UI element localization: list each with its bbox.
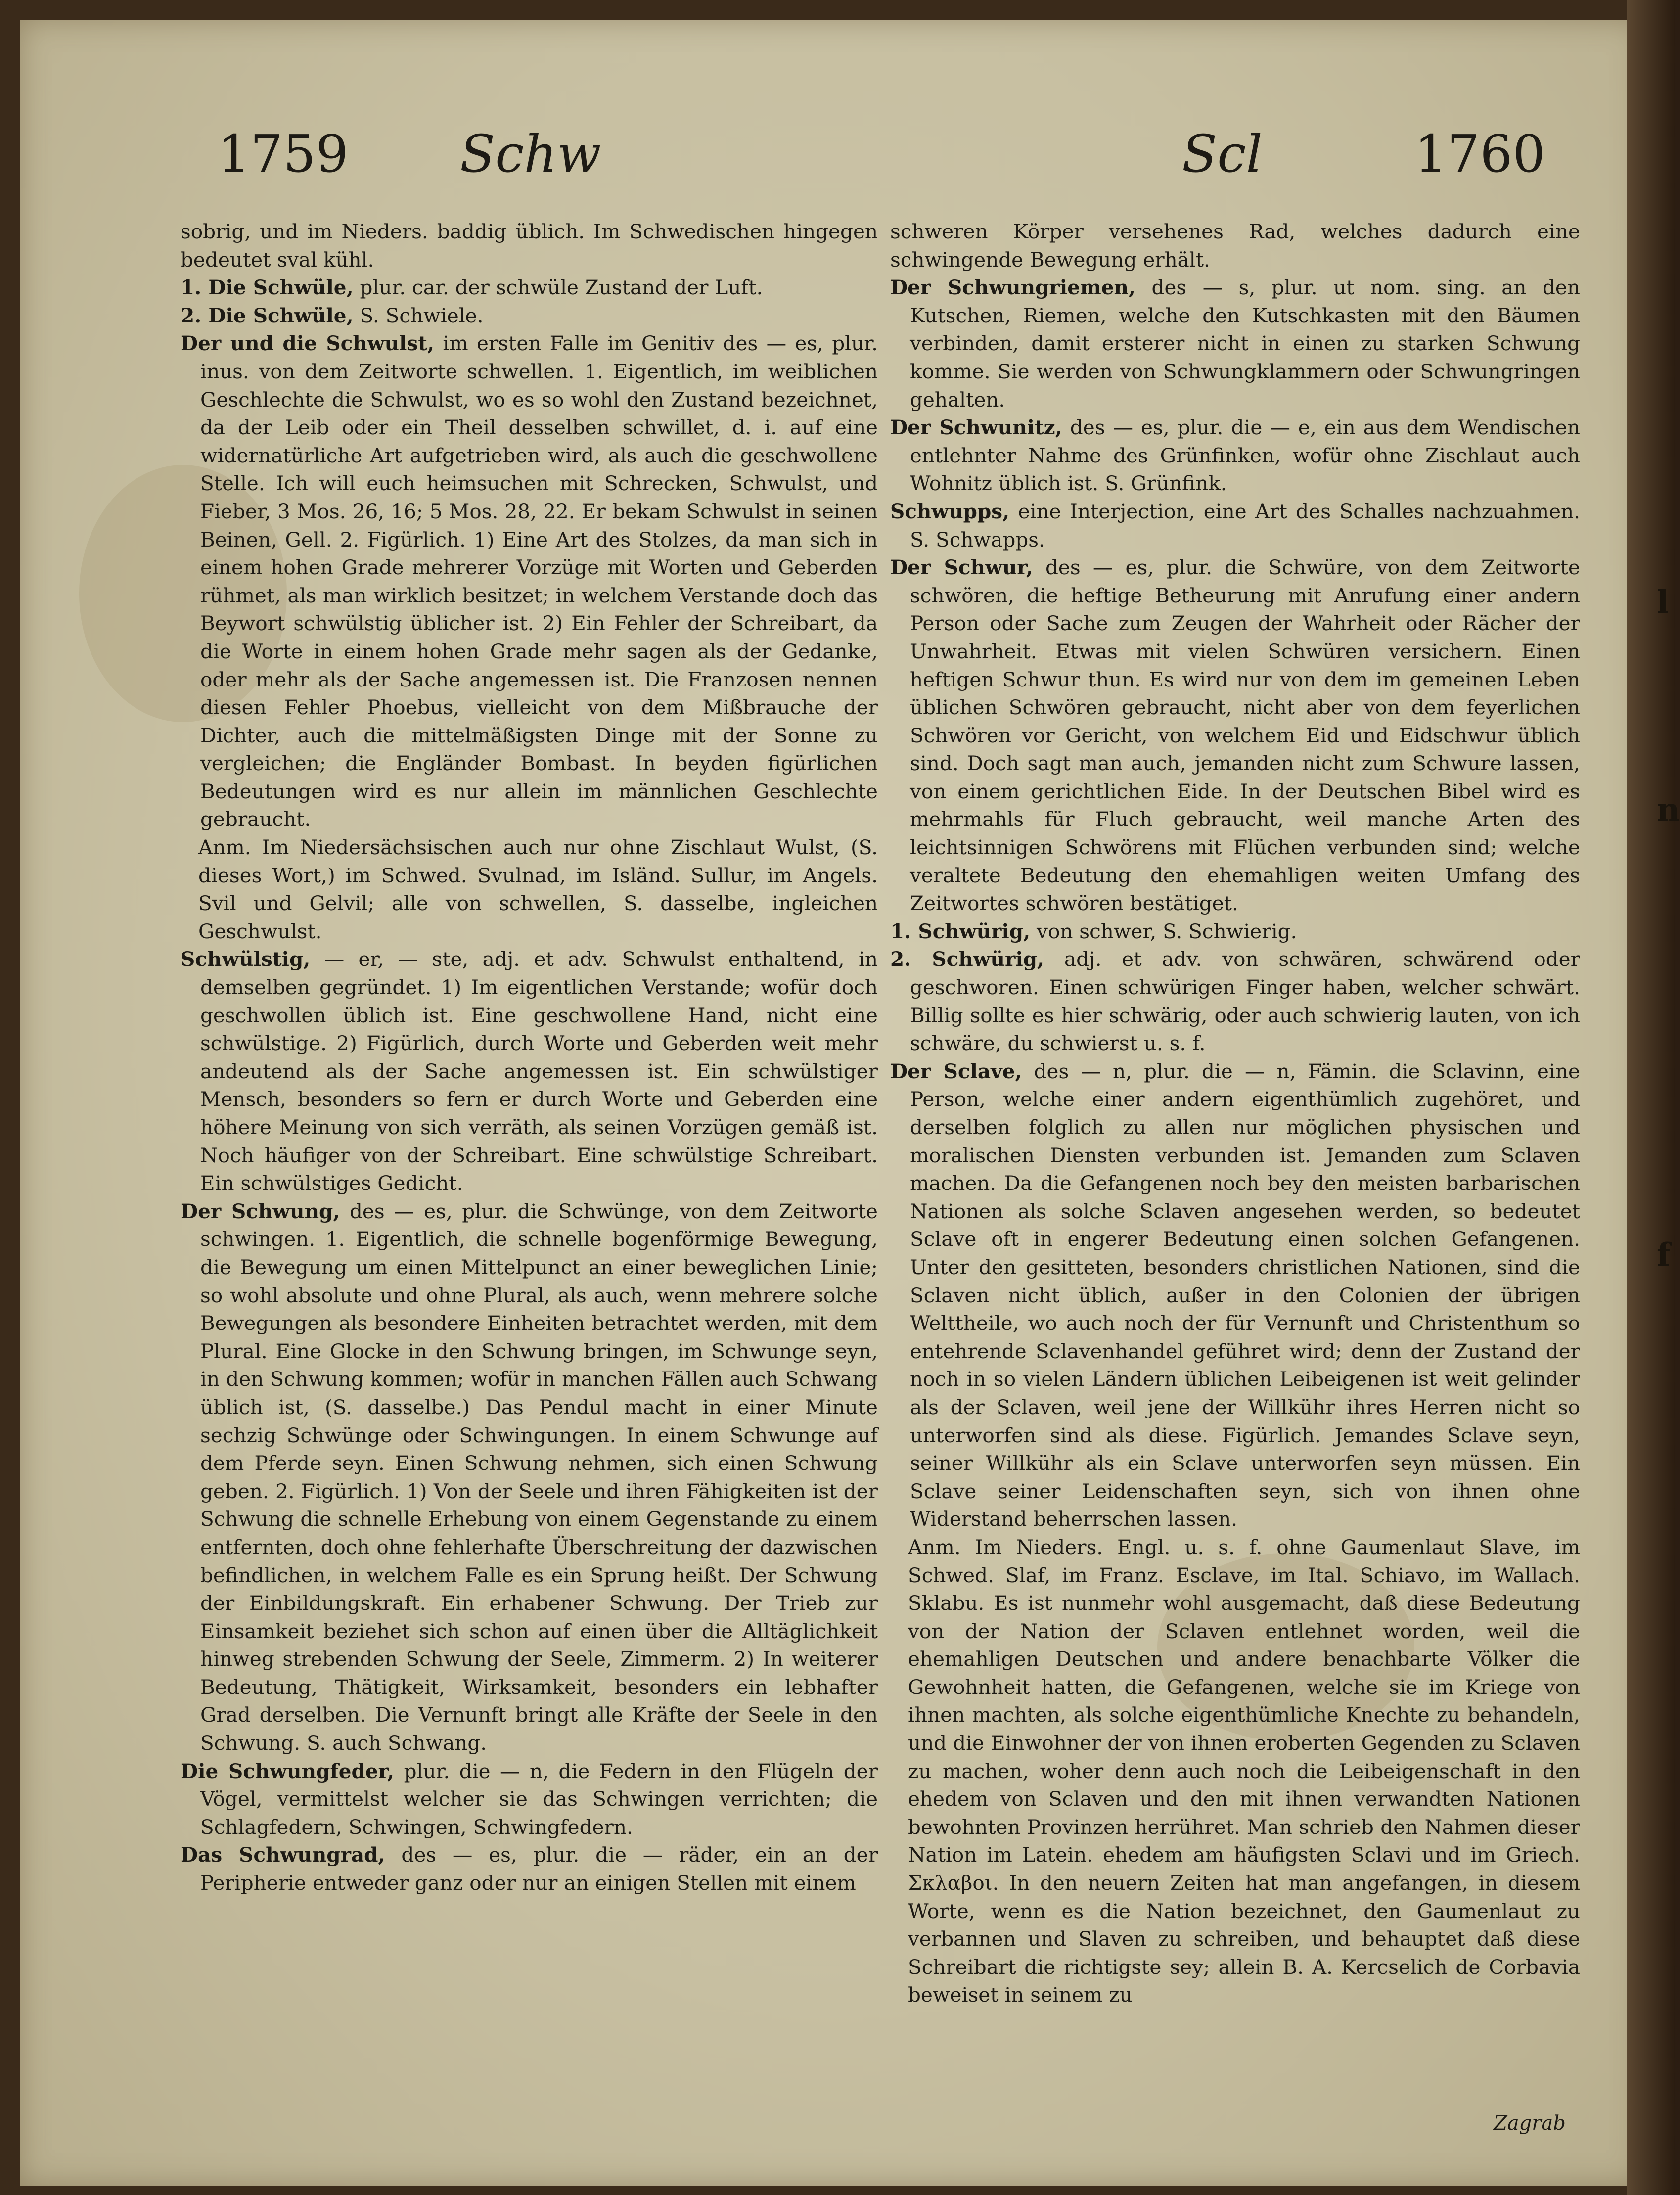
facing-page-letter: f bbox=[1657, 1236, 1671, 1274]
catchword: Zagrab bbox=[1494, 2112, 1566, 2135]
entry-headword: Der Sclave, bbox=[890, 1059, 1022, 1083]
entry-text: S. Schwiele. bbox=[353, 303, 484, 327]
entry-text: plur. die — n, die Federn in den Flügeln der Vögel, vermittelst welcher sie das Schwingen verrichten; die Schlagfedern, Schwingen, Schwingfedern. bbox=[200, 1759, 878, 1839]
dictionary-entry bbox=[181, 1757, 878, 1841]
facing-page-letter: n bbox=[1657, 791, 1680, 828]
entry-headword: Das Schwungrad, bbox=[181, 1843, 385, 1867]
entry-text: plur. car. der schwüle Zustand der Luft. bbox=[353, 275, 763, 300]
entry-text: im ersten Falle im Genitiv des — es, plur. inus. von dem Zeitworte schwellen. 1. Eigentlich, im weiblichen Geschlechte die Schwulst, wo es so wohl den Zustand bezeichnet, da der Leib oder ein Theil desselben schwillet, d. i. auf eine widernatürliche Art aufgetrieben wird, als auch die geschwollene Stelle. Ich will euch heimsuchen mit Schrecken, Schwulst, und Fieber, 3 Mos. 26, 16; 5 Mos. 28, 22. Er bekam Schwulst in seinen Beinen, Gell. 2. Figürlich. 1) Eine Art des Stolzes, da man sich in einem hohen Grade mehrerer Vorzüge mit Worten und Geberden rühmet, als man wirklich besitzet; in welchem Verstande doch das Beywort schwülstig üblicher ist. 2) Ein Fehler der Schreibart, da die Worte in einem hohen Grade mehr sagen als der Gedanke, oder mehr als der Sache angemessen ist. Die Franzosen nennen diesen Fehler Phoebus, vielleicht von dem Mißbrauche der Dichter, auch die mittelmäßigsten Dinge mit der Sonne zu vergleichen; die Engländer Bombast. In beyden figürlichen Bedeutungen wird es nur allein im männlichen Geschlechte gebraucht. bbox=[200, 331, 878, 831]
entry-headword: Schwülstig, bbox=[181, 947, 311, 971]
entry-text: des — n, plur. die — n, Fämin. die Sclavinn, eine Person, welche einer andern eigenthümlich zugehöret, und derselben folglich zu allen nur möglichen physischen und moralischen Diensten verbunden ist. Jemanden zum Sclaven machen. Da die Gefangenen noch bey den meisten barbarischen Nationen als solche Sclaven angesehen werden, so bedeutet Sclave oft in engerer Bedeutung einen solchen Gefangenen. Unter den gesitteten, besonders christlichen Nationen, sind die Sclaven nicht üblich, außer in den Colonien der übrigen Welttheile, wo auch noch der für Vernunft und Christenthum so entehrende Sclavenhandel geführet wird; denn der Zustand der noch in so vielen Ländern üblichen Leibeigenen ist weit gelinder als der Sclaven, weil jene der Willkühr ihres Herren nicht so unterworfen sind als diese. Figürlich. Jemandes Sclave seyn, seiner Willkühr als ein Sclave unterworfen seyn müssen. Ein Sclave seiner Leidenschaften seyn, sich von ihnen ohne Widerstand beherrschen lassen. bbox=[910, 1059, 1581, 1531]
entry-headword: 2. Schwürig, bbox=[890, 947, 1044, 971]
dictionary-entry bbox=[181, 274, 878, 302]
dictionary-entry bbox=[890, 553, 1580, 917]
right-column bbox=[890, 218, 1580, 2009]
entry-headword: 1. Die Schwüle, bbox=[181, 275, 354, 300]
entry-headword: Der und die Schwulst, bbox=[181, 331, 435, 356]
entry-text: des — s, plur. ut nom. sing. an den Kutschen, Riemen, welche den Kutschkasten mit den Bäumen verbinden, damit ersterer nicht in einen zu starken Schwung komme. Sie werden von Schwungklammern oder Schwungringen gehalten. bbox=[910, 275, 1580, 412]
entry-headword: Der Schwungriemen, bbox=[890, 275, 1136, 300]
entry-text: eine Interjection, eine Art des Schalles nachzuahmen. S. Schwapps. bbox=[910, 499, 1580, 551]
entry-text: — er, — ste, adj. et adv. Schwulst enthaltend, in demselben gegründet. 1) Im eigentlichen Verstande; wofür doch geschwollen üblich ist. Eine geschwollene Hand, nicht eine schwülstige. 2) Figürlich, durch Worte und Geberden weit mehr andeutend als der Sache angemessen ist. Ein schwülstiger Mensch, besonders so fern er durch Worte und Geberden eine höhere Meinung von sich verräth, als seinen Vorzügen gemäß ist. Noch häufiger von der Schreibart. Eine schwülstige Schreibart. Ein schwülstiges Gedicht. bbox=[200, 947, 878, 1195]
dictionary-entry bbox=[181, 1841, 878, 1897]
entry-headword: Die Schwungfeder, bbox=[181, 1759, 395, 1783]
running-head-right: Scl bbox=[1182, 124, 1263, 184]
dictionary-entry bbox=[181, 945, 878, 1197]
entry-headword: Der Schwunitz, bbox=[890, 415, 1062, 440]
dictionary-entry bbox=[890, 413, 1580, 498]
entry-text: adj. et adv. von schwären, schwärend oder geschworen. Einen schwürigen Finger haben, welcher schwärt. Billig sollte es hier schwärig, oder auch schwierig lauten, von ich schwäre, du schwierst u. s. f. bbox=[910, 947, 1580, 1055]
dictionary-entry bbox=[181, 329, 878, 833]
continuation-text: sobrig, und im Nieders. baddig üblich. Im Schwedischen hingegen bedeutet sval kühl. bbox=[181, 220, 878, 272]
dictionary-entry bbox=[890, 274, 1580, 413]
entry-text: des — es, plur. die — räder, ein an der Peripherie entweder ganz oder nur an einigen Stellen mit einem bbox=[200, 1843, 878, 1895]
dictionary-entry bbox=[890, 1057, 1580, 1533]
entry-headword: Der Schwung, bbox=[181, 1199, 340, 1223]
dictionary-entry bbox=[181, 302, 878, 330]
page-number-left: 1759 bbox=[218, 124, 349, 184]
running-head-left: Schw bbox=[460, 124, 601, 184]
book-binding-edge bbox=[1627, 0, 1675, 2195]
page-number-right: 1760 bbox=[1414, 124, 1545, 184]
entry-text: des — es, plur. die Schwünge, von dem Zeitworte schwingen. 1. Eigentlich, die schnelle bogenförmige Bewegung, die Bewegung um einen Mittelpunct an einer beweglichen Linie; so wohl absolute und ohne Plural, als auch, wenn mehrere solche Bewegungen als besondere Einheiten betrachtet werden, mit dem Plural. Eine Glocke in den Schwung bringen, im Schwunge seyn, in den Schwung kommen; wofür in manchen Fällen auch Schwang üblich ist, (S. dasselbe.) Das Pendul macht in einer Minute sechzig Schwünge oder Schwingungen. In einem Schwunge auf dem Pferde seyn. Einen Schwung nehmen, sich einen Schwung geben. 2. Figürlich. 1) Von der Seele und ihren Fähigkeiten ist der Schwung die schnelle Erhebung von einem Gegenstande zu einem entfernten, doch ohne fehlerhafte Überschreitung der dazwischen befindlichen, in welchem Falle es ein Sprung heißt. Der Schwung der Einbildungskraft. Ein erhabener Schwung. Der Trieb zur Einsamkeit beziehet sich schon auf einen über die Alltäglichkeit hinweg strebenden Schwung der Seele, Zimmerm. 2) In weiterer Bedeutung, Thätigkeit, Wirksamkeit, besonders ein lebhafter Grad derselben. Die Vernunft bringt alle Kräfte der Seele in den Schwung. S. auch Schwang. bbox=[200, 1199, 878, 1755]
continuation-text: schweren Körper versehenes Rad, welches dadurch eine schwingende Bewegung erhält. bbox=[890, 220, 1580, 272]
entry-text: des — es, plur. die — e, ein aus dem Wendischen entlehnter Nahme des Grünfinken, wofür ohne Zischlaut auch Wohnitz üblich ist. S. Grünfink. bbox=[910, 415, 1580, 496]
facing-page-letter: l bbox=[1657, 584, 1669, 621]
entry-headword: 2. Die Schwüle, bbox=[181, 303, 354, 327]
entry-headword: Schwupps, bbox=[890, 499, 1010, 523]
entry-text: des — es, plur. die Schwüre, von dem Zeitworte schwören, die heftige Betheurung mit Anrufung einer andern Person oder Sache zum Zeugen der Wahrheit oder Rächer der Unwahrheit. Etwas mit vielen Schwüren versichern. Einen heftigen Schwur thun. Es wird nur von dem im gemeinen Leben üblichen Schwören gebraucht, nicht aber von dem feyerlichen Schwören vor Gericht, von welchem Eid und Eidschwur üblich sind. Doch sagt man auch, jemanden nicht zum Schwure lassen, von einem gerichtlichen Eide. In der Deutschen Bibel wird es mehrmahls für Fluch gebraucht, weil manche Arten des leichtsinnigen Schwörens mit Flüchen verbunden sind; welche veraltete Bedeutung den ehemahligen weiten Umfang des Zeitwortes schwören bestätiget. bbox=[910, 555, 1580, 915]
annotation-note: Anm. Im Nieders. Engl. u. s. f. ohne Gaumenlaut Slave, im Schwed. Slaf, im Franz. Esclave, im Ital. Schiavo, im Wallach. Sklabu. Es ist nunmehr wohl ausgemacht, daß diese Bedeutung von der Nation der Sclaven entlehnet worden, weil die ehemahligen Deutschen und andere benachbarte Völker die Gewohnheit hatten, die Gefangenen, welche sie im Kriege von ihnen machten, als solche eigenthümliche Knechte zu behandeln, und die Einwohner der von ihnen eroberten Gegenden zu Sclaven zu machen, woher denn auch noch die Leibeigenschaft in den ehedem von Sclaven und den mit ihnen verwandten Nationen bewohnten Provinzen herrühret. Man schrieb den Nahmen dieser Nation im Latein. ehedem am häufigsten Sclavi und im Griech. Σκλαβοι. In den neuern Zeiten hat man angefangen, in diesem Worte, wenn es die Nation bezeichnet, den Gaumenlaut zu verbannen und Slaven zu schreiben, und behauptet daß diese Schreibart die richtigste sey; allein B. A. Kercselich de Corbavia beweiset in seinem zu bbox=[908, 1535, 1580, 2007]
left-column bbox=[181, 218, 878, 1897]
dictionary-entry bbox=[890, 917, 1580, 946]
annotation-note: Anm. Im Niedersächsischen auch nur ohne Zischlaut Wulst, (S. dieses Wort,) im Schwed. Svulnad, im Isländ. Sullur, im Angels. Svil und Gelvil; alle von schwellen, S. dasselbe, ingleichen Geschwulst. bbox=[198, 835, 878, 943]
dictionary-entry bbox=[181, 1197, 878, 1757]
entry-headword: Der Schwur, bbox=[890, 555, 1033, 580]
entry-headword: 1. Schwürig, bbox=[890, 919, 1031, 943]
entry-text: von schwer, S. Schwierig. bbox=[1030, 919, 1297, 943]
dictionary-entry bbox=[890, 945, 1580, 1057]
dictionary-entry bbox=[890, 498, 1580, 553]
